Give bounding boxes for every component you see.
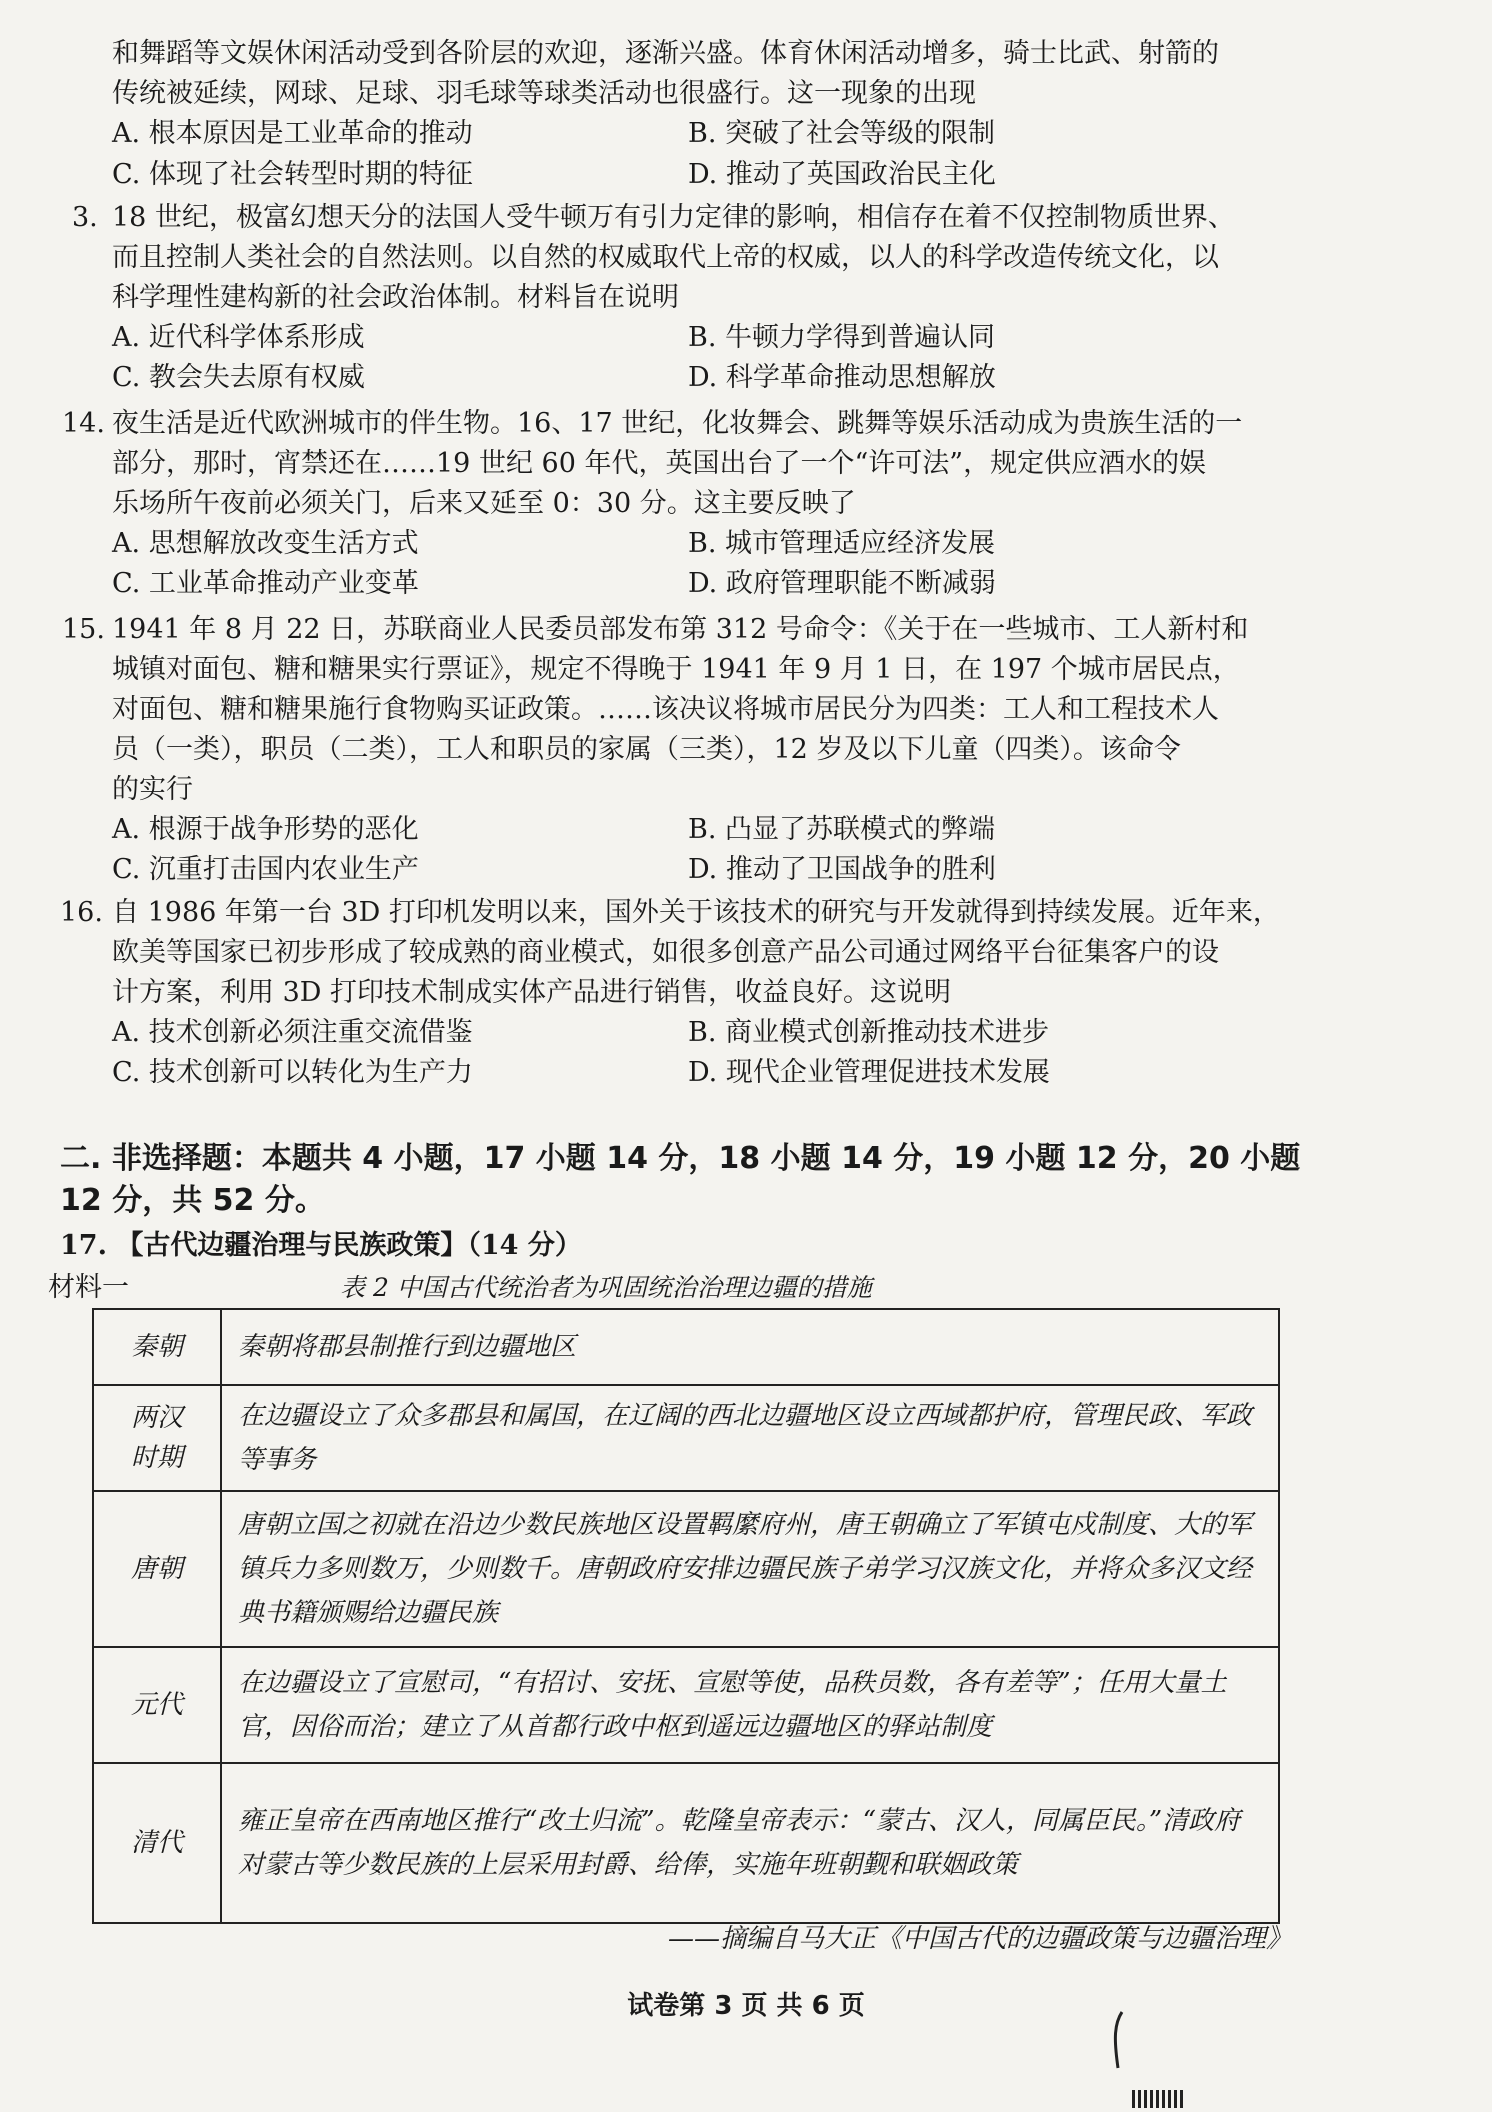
q15-line-5: 的实行 (112, 774, 193, 805)
q13-line-3: 科学理性建构新的社会政治体制。材料旨在说明 (112, 282, 679, 313)
q15-line-3: 对面包、糖和糖果施行食物购买证政策。……该决议将城市居民分为四类：工人和工程技术人 (112, 694, 1219, 725)
q2-option-b: B. 突破了社会等级的限制 (688, 118, 996, 149)
q14-line-1: 夜生活是近代欧洲城市的伴生物。16、17 世纪，化妆舞会、跳舞等娱乐活动成为贵族生活的一 (112, 408, 1243, 439)
q16-option-d: D. 现代企业管理促进技术发展 (688, 1057, 1050, 1088)
q2-option-d: D. 推动了英国政治民主化 (688, 159, 996, 190)
q13-line-2: 而且控制人类社会的自然法则。以自然的权威取代上帝的权威，以人的科学改造传统文化，以 (112, 242, 1219, 273)
section-2-heading-cont: 12 分，共 52 分。 (60, 1183, 325, 1218)
q14-option-b: B. 城市管理适应经济发展 (688, 528, 996, 559)
material-label: 材料一 (48, 1272, 129, 1303)
pen-mark-icon (1108, 2010, 1128, 2070)
border-measures-table (92, 1308, 1280, 1924)
desc-cell: 在边疆设立了众多郡县和属国，在辽阔的西北边疆地区设立西域都护府，管理民政、军政等事务 (221, 1385, 1279, 1491)
q2-line-2: 传统被延续，网球、足球、羽毛球等球类活动也很盛行。这一现象的出现 (112, 78, 976, 109)
q17-heading: 17. 【古代边疆治理与民族政策】（14 分） (60, 1230, 582, 1261)
q14-line-2: 部分，那时，宵禁还在……19 世纪 60 年代，英国出台了一个“许可法”，规定供应酒水的娱 (112, 448, 1207, 479)
table-row (93, 1647, 1279, 1763)
q14-option-c: C. 工业革命推动产业变革 (112, 568, 419, 599)
q15-option-a: A. 根源于战争形势的恶化 (112, 814, 419, 845)
q13-option-b: B. 牛顿力学得到普遍认同 (688, 322, 996, 353)
era-cell: 唐朝 (93, 1491, 221, 1647)
q16-option-a: A. 技术创新必须注重交流借鉴 (112, 1017, 473, 1048)
desc-cell: 在边疆设立了宣慰司，“有招讨、安抚、宣慰等使，品秩员数，各有差等”；任用大量土官，因俗而治；建立了从首都行政中枢到遥远边疆地区的驿站制度 (221, 1647, 1279, 1763)
qr-code-icon (1132, 2090, 1184, 2108)
table-row (93, 1763, 1279, 1923)
desc-cell: 秦朝将郡县制推行到边疆地区 (221, 1309, 1279, 1385)
q15-line-1: 1941 年 8 月 22 日，苏联商业人民委员部发布第 312 号命令：《关于在一些城市、工人新村和 (112, 614, 1249, 645)
q15-option-d: D. 推动了卫国战争的胜利 (688, 854, 996, 885)
q15-number: 15. (62, 614, 105, 645)
q15-option-c: C. 沉重打击国内农业生产 (112, 854, 419, 885)
q16-number: 16. (60, 897, 103, 928)
era-cell: 秦朝 (93, 1309, 221, 1385)
q13-option-a: A. 近代科学体系形成 (112, 322, 365, 353)
q13-number: 3. (72, 202, 98, 233)
q16-option-b: B. 商业模式创新推动技术进步 (688, 1017, 1050, 1048)
table-row (93, 1491, 1279, 1647)
page-footer: 试卷第 3 页 共 6 页 (627, 1991, 865, 2021)
table-caption: 表 2 中国古代统治者为巩固统治治理边疆的措施 (340, 1273, 872, 1302)
desc-cell: 雍正皇帝在西南地区推行“改土归流”。乾隆皇帝表示：“蒙古、汉人，同属臣民。”清政府对蒙古等少数民族的上层采用封爵、给俸，实施年班朝觐和联姻政策 (221, 1763, 1279, 1923)
q2-line-1: 和舞蹈等文娱休闲活动受到各阶层的欢迎，逐渐兴盛。体育休闲活动增多，骑士比武、射箭的 (112, 38, 1219, 69)
q15-line-2: 城镇对面包、糖和糖果实行票证》，规定不得晚于 1941 年 9 月 1 日，在 197 个城市居民点， (112, 654, 1240, 685)
q13-line-1: 18 世纪，极富幻想天分的法国人受牛顿万有引力定律的影响，相信存在着不仅控制物质世界、 (112, 202, 1235, 233)
q13-option-c: C. 教会失去原有权威 (112, 362, 365, 393)
q16-option-c: C. 技术创新可以转化为生产力 (112, 1057, 473, 1088)
era-cell: 清代 (93, 1763, 221, 1923)
q15-option-b: B. 凸显了苏联模式的弊端 (688, 814, 996, 845)
table-row (93, 1309, 1279, 1385)
q14-option-a: A. 思想解放改变生活方式 (112, 528, 419, 559)
q16-line-1: 自 1986 年第一台 3D 打印机发明以来，国外关于该技术的研究与开发就得到持续发展。近年来， (112, 897, 1280, 928)
era-cell (93, 1385, 221, 1491)
q16-line-2: 欧美等国家已初步形成了较成熟的商业模式，如很多创意产品公司通过网络平台征集客户的设 (112, 937, 1219, 968)
q2-option-c: C. 体现了社会转型时期的特征 (112, 159, 473, 190)
section-2-heading: 二. 非选择题：本题共 4 小题，17 小题 14 分，18 小题 14 分，19 小题 12 分，20 小题 (60, 1141, 1301, 1176)
q15-line-4: 员（一类），职员（二类），工人和职员的家属（三类），12 岁及以下儿童（四类）。该命令 (112, 734, 1181, 765)
source-citation: ——摘编自马大正《中国古代的边疆政策与边疆治理》 (667, 1924, 1292, 1954)
q13-option-d: D. 科学革命推动思想解放 (688, 362, 996, 393)
q14-number: 14. (62, 408, 105, 439)
table-row (93, 1385, 1279, 1491)
q16-line-3: 计方案，利用 3D 打印技术制成实体产品进行销售，收益良好。这说明 (112, 977, 951, 1008)
q14-option-d: D. 政府管理职能不断减弱 (688, 568, 996, 599)
q14-line-3: 乐场所午夜前必须关门，后来又延至 0：30 分。这主要反映了 (112, 488, 856, 519)
era-cell: 元代 (93, 1647, 221, 1763)
q2-option-a: A. 根本原因是工业革命的推动 (112, 118, 473, 149)
era-text: 两汉时期 (130, 1403, 183, 1473)
desc-cell: 唐朝立国之初就在沿边少数民族地区设置羁縻府州，唐王朝确立了军镇屯戍制度、大的军镇兵力多则数万，少则数千。唐朝政府安排边疆民族子弟学习汉族文化，并将众多汉文经典书籍颁赐给边疆民族 (221, 1491, 1279, 1647)
